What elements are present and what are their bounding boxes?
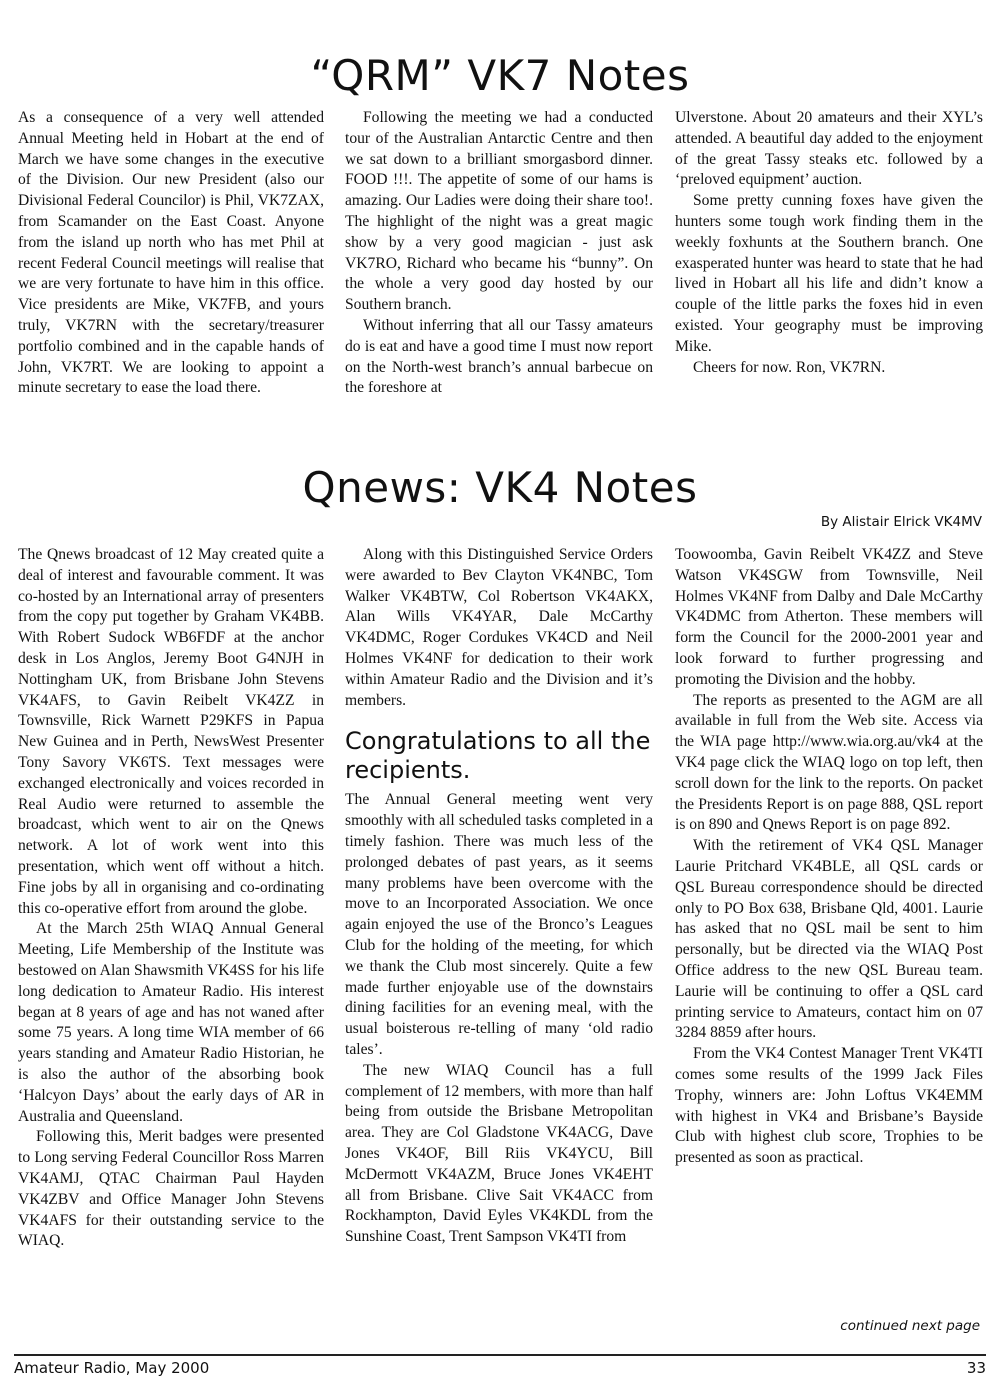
paragraph: The new WIAQ Council has a full complement of 12 members, with more than half being from outside the Brisbane Metropolitan area. They are Col Gladstone VK4ACG, Dave Jones VK4OF, Bill Riis VK4YCU, Bill McDermott VK4AZM, Bruce Jones VK4EHT all from Brisbane. Clive Sait VK4ACC from Rockhampton, David Eyles VK4KDL from the Sunshine Coast, Trent Sampson VK4TI from — [345, 1061, 653, 1246]
article-title-vk4: Qnews: VK4 Notes — [302, 463, 698, 512]
paragraph: Toowoomba, Gavin Reibelt VK4ZZ and Steve Watson VK4SGW from Townsville, Neil Holmes VK4NF from Dalby and Dale McCarthy VK4DMC from Atherton. These members will form the Council for the 2000-2001 year and look forward to further progressing and promoting the Division and the hobby. — [675, 546, 983, 688]
paragraph: Ulverstone. About 20 amateurs and their XYL’s attended. A beautiful day added to the enjoyment of the great Tassy steaks etc. followed by a ‘preloved equipment’ auction. — [675, 109, 983, 189]
continued-note: continued next page — [840, 1318, 980, 1334]
paragraph: The Annual General meeting went very smoothly with all scheduled tasks completed in a timely fashion. There was much less of the prolonged debates of past years, as it seems many problems have been overcome with the move to an Incorporated Association. We once again enjoyed the use of the Bronco’s Leagues Club for the holding of the meeting, for which we thank the Club most sincerely. Quite a few made further enjoyable use of the downstairs dining facilities for an evening meal, with the usual boisterous re-telling of many ‘old radio tales’. — [345, 791, 653, 1058]
vk7-column-3 — [675, 108, 983, 378]
footer-page-number: 33 — [966, 1359, 986, 1377]
byline: By Alistair Elrick VK4MV — [820, 514, 982, 530]
vk7-column-1 — [18, 108, 324, 399]
subheading: Congratulations to all the recipients. — [345, 727, 651, 785]
vk4-column-1 — [18, 545, 324, 1252]
paragraph: Some pretty cunning foxes have given the hunters some tough work finding them in the weekly foxhunts at the Southern branch. One exasperated hunter was heard to state that he had lived in Hobart all his life and didn’t know a couple of the little parks the foxes hid in even existed. Your geography must be improving Mike. — [675, 192, 983, 355]
article-title-vk7: “QRM” VK7 Notes — [310, 51, 690, 100]
vk7-column-2 — [345, 108, 653, 399]
paragraph: Following the meeting we had a conducted tour of the Australian Antarctic Centre and then we sat down to a brilliant smorgasbord dinner. FOOD !!!. The appetite of some of our hams is amazing. Our Ladies were doing their share too!. The highlight of the night was a great magic show by a very good magician - just ask VK7RO, Richard who became his “bunny”. On the whole a very good day hosted by our Southern branch. — [345, 109, 653, 314]
paragraph: Cheers for now. Ron, VK7RN. — [693, 358, 886, 376]
paragraph: With the retirement of VK4 QSL Manager Laurie Pritchard VK4BLE, all QSL cards or QSL Bureau correspondence should be directed only to PO Box 638, Brisbane Qld, 4001. Laurie has asked that no QSL mail be sent to him personally, but be directed via the WIAQ Post Office address to the new QSL Bureau team. Laurie will be continuing to offer a QSL card printing service to Amateurs, contact him on 07 3284 8859 after hours. — [675, 837, 983, 1042]
paragraph: The reports as presented to the AGM are all available in full from the Web site. Access via the WIA page http://www.wia.org.au/vk4 at the VK4 page click the WIAQ logo on top left, then scroll down for the link to the reports. On packet the Presidents Report is on page 888, QSL report is on 890 and Qnews Report is on page 892. — [675, 691, 983, 834]
paragraph: The Qnews broadcast of 12 May created quite a deal of interest and favourable comment. It was co-hosted by an International array of presenters from the copy put together by Graham VK4BB. With Robert Sudock WB6FDF at the anchor desk in Los Anglos, Jeremy Boot G4NJH in Nottingham UK, from Brisbane John Stevens VK4AFS, to Gavin Reibelt VK4ZZ in Townsville, Rick Warnett P29KFS in Papua New Guinea and in Perth, NewsWest Presenter Tony Savory VK6TS. Text messages were exchanged electronically and voices recorded in Real Audio were returned to assemble the broadcast, which went to air on the Qnews network. A lot of work went into this presentation, which went off without a hitch. Fine jobs by all in organising and co-ordinating this co-operative effort from around the globe. — [18, 546, 324, 917]
vk4-column-2 — [345, 545, 653, 1248]
paragraph: At the March 25th WIAQ Annual General Meeting, Life Membership of the Institute was bestowed on Alan Shawsmith VK4SS for his life long dedication to Amateur Radio. His interest began at 8 years of age and has not waned after some 75 years. A long time WIA member of 66 years standing and Amateur Radio Historian, he is also the author of the absorbing book ‘Halcyon Days’ about the early days of AR in Australia and Queensland. — [18, 920, 324, 1125]
paragraph: Following this, Merit badges were presented to Long serving Federal Councillor Ross Marren VK4AMJ, QTAC Chairman Paul Hayden VK4ZBV and Office Manager John Stevens VK4AFS for their outstanding service to the WIAQ. — [18, 1128, 324, 1250]
paragraph: As a consequence of a very well attended Annual Meeting held in Hobart at the end of March we have some changes in the executive of the Division. Our new President (also our Divisional Federal Councilor) is Phil, VK7ZAX, from Scamander on the East Coast. Anyone from the island up north who has met Phil at recent Federal Council meetings will realise that we are very fortunate to have him in this office. Vice presidents are Mike, VK7FB, and yours truly, VK7RN with the secretary/treasurer portfolio combined and in the capable hands of John, VK7RT. We are looking to appoint a minute secretary to ease the load there. — [18, 109, 324, 397]
paragraph: Without inferring that all our Tassy amateurs do is eat and have a good time I must now report on the North-west branch’s annual barbecue on the foreshore at — [345, 316, 653, 397]
paragraph: From the VK4 Contest Manager Trent VK4TI comes some results of the 1999 Jack Files Trophy, winners are: John Loftus VK4EMM with highest in VK4 and Brisbane’s Bayside Club with highest club score, Trophies to be presented as soon as practical. — [675, 1045, 983, 1167]
vk4-column-3 — [675, 545, 983, 1169]
footer-publication: Amateur Radio, May 2000 — [14, 1359, 210, 1377]
footer-rule — [14, 1354, 986, 1356]
paragraph: Along with this Distinguished Service Orders were awarded to Bev Clayton VK4NBC, Tom Walker VK4BTW, Col Robertson VK4AKX, Alan Wills VK4YAR, Dale McCarthy VK4DMC, Roger Cordukes VK4CD and Neil Holmes VK4NF for dedication to their work within Amateur Radio and the Division and it’s members. — [345, 546, 653, 709]
